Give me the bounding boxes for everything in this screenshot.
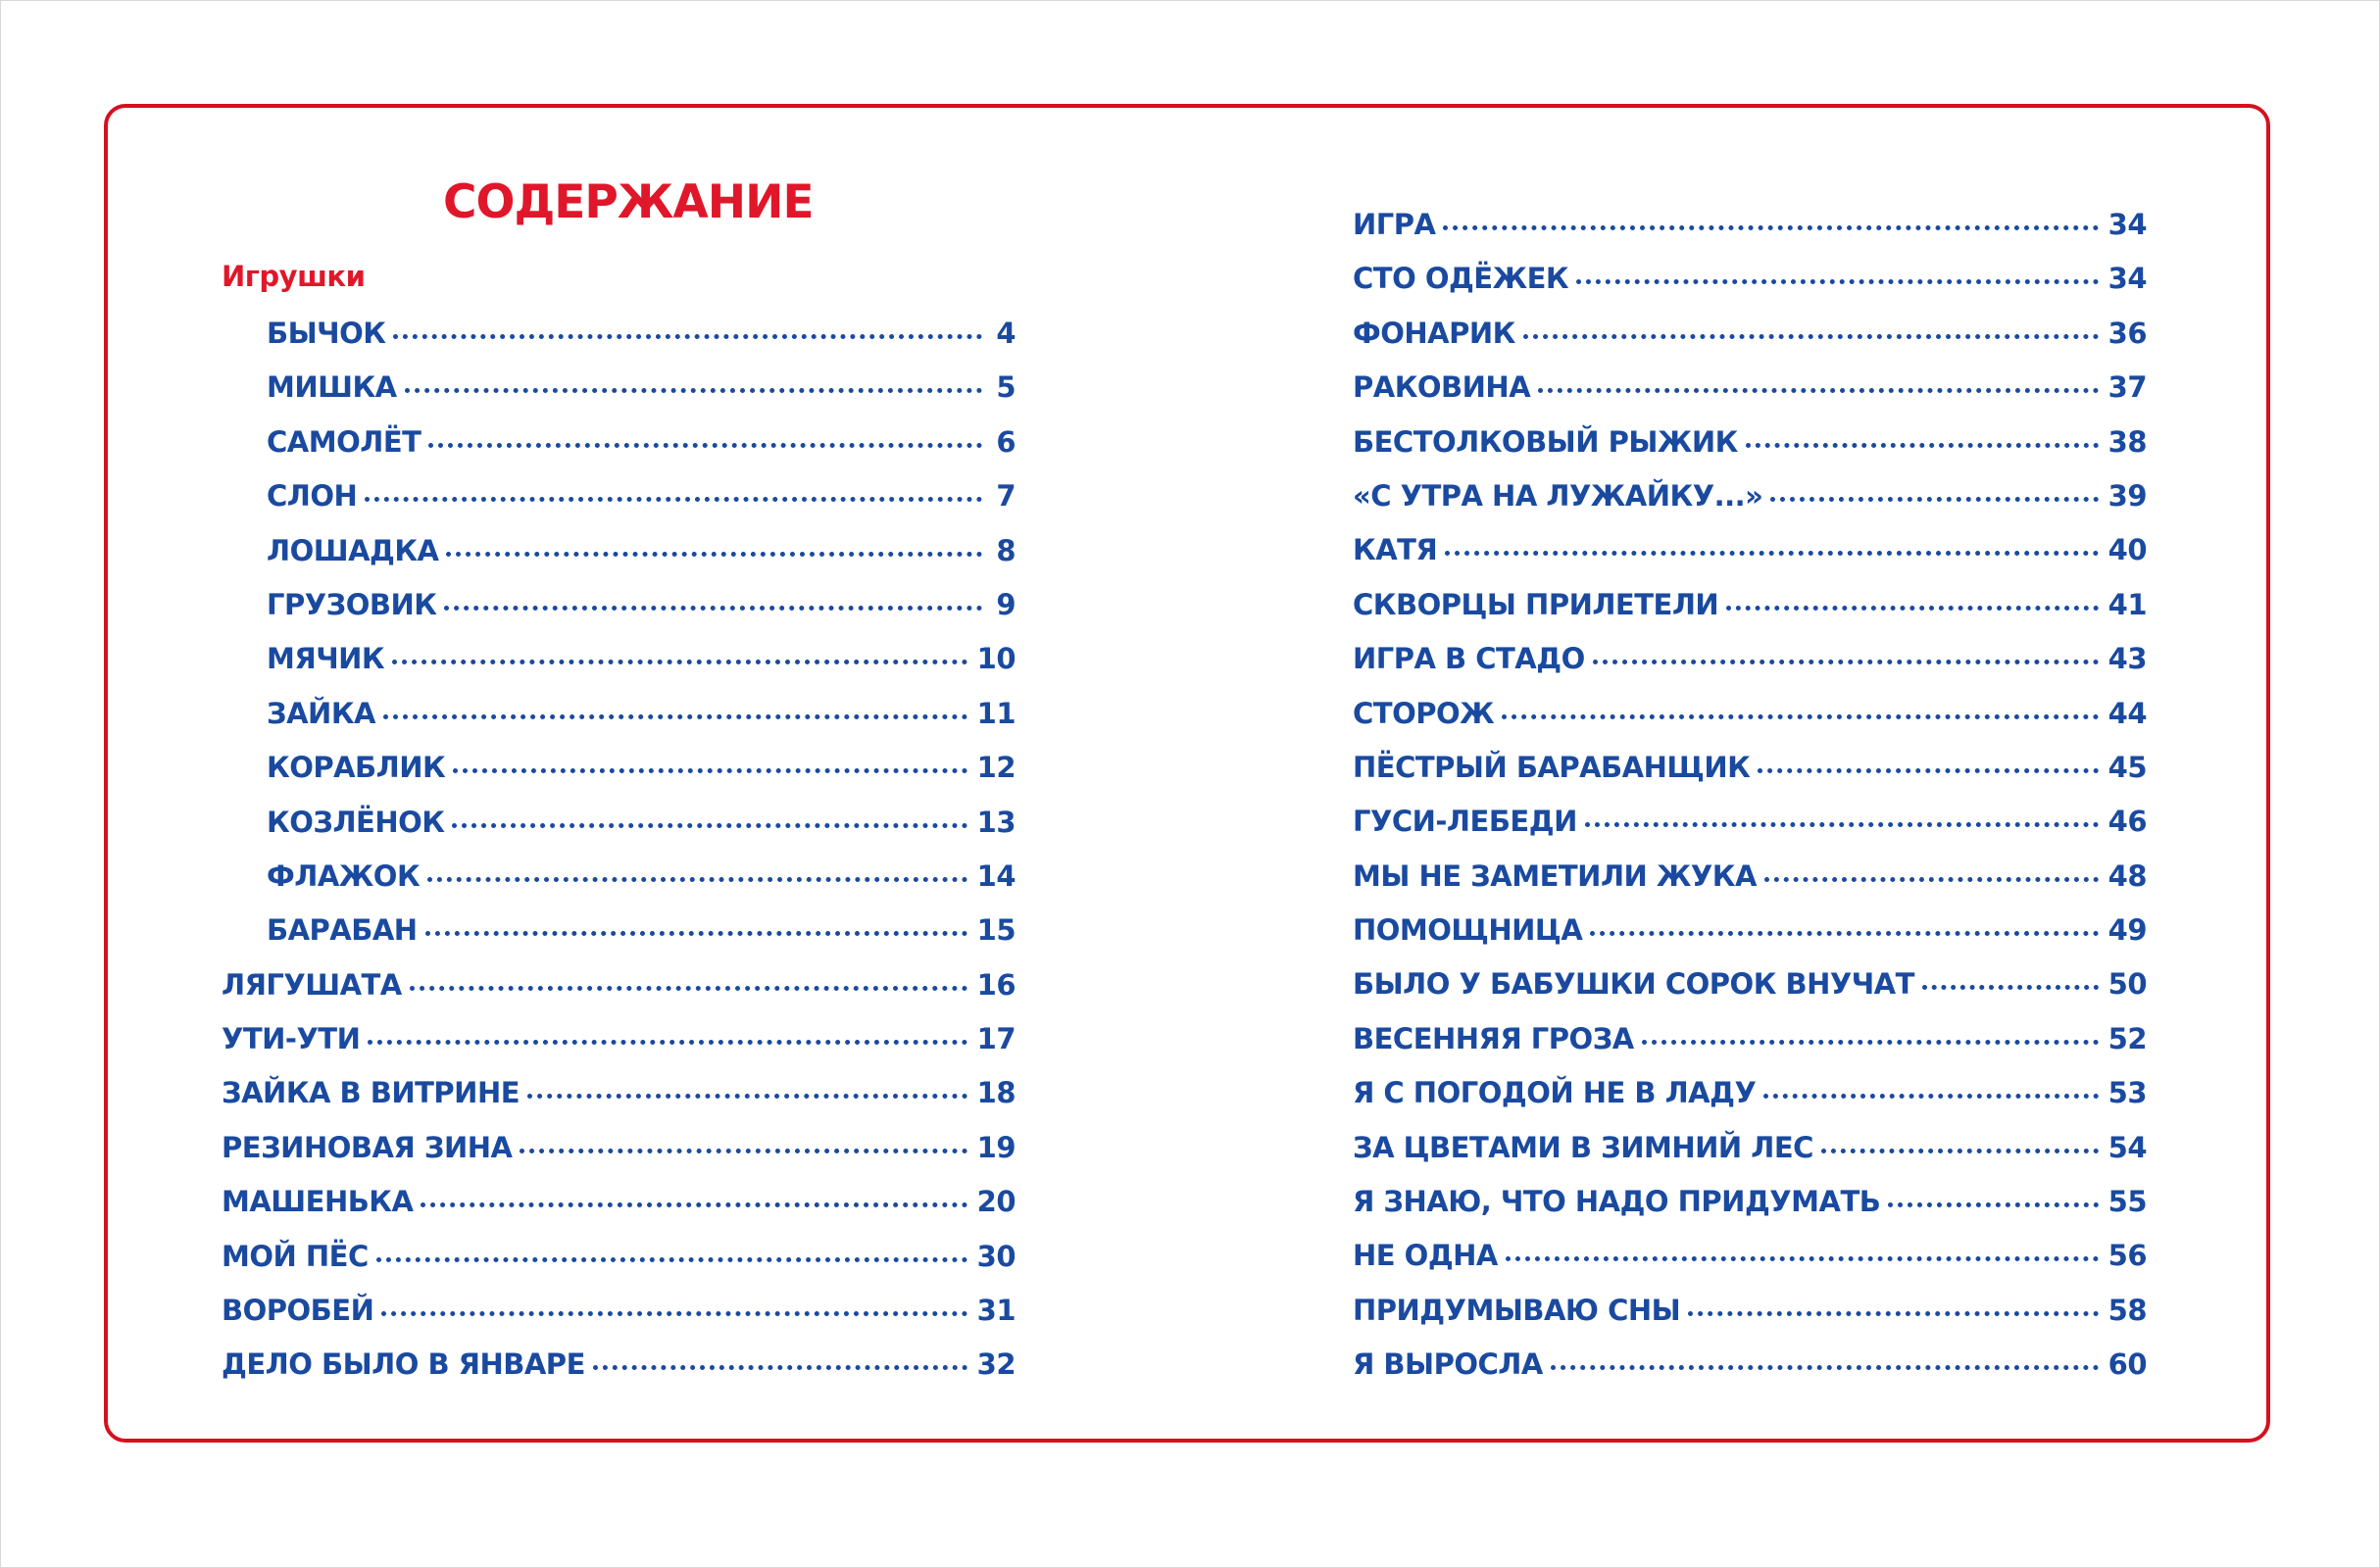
toc-entry[interactable] (222, 468, 1016, 522)
toc-page-number: 32 (976, 1348, 1016, 1382)
toc-entry-title: РАКОВИНА (1353, 370, 1531, 405)
toc-entry[interactable] (1353, 1120, 2147, 1174)
toc-page-number: 58 (2107, 1293, 2147, 1327)
dot-leader (1590, 931, 2098, 936)
dot-leader (527, 1094, 967, 1099)
page-title: СОДЕРЖАНИЕ (443, 175, 814, 229)
toc-entry-title: БЕСТОЛКОВЫЙ РЫЖИК (1353, 424, 1738, 459)
toc-entry-title: Я ВЫРОСЛА (1353, 1348, 1543, 1382)
dot-leader (1593, 660, 2099, 664)
toc-page-number: 44 (2107, 696, 2147, 730)
toc-entry-title: САМОЛЁТ (267, 424, 421, 459)
toc-entry[interactable] (1353, 631, 2147, 685)
dot-leader (1551, 1365, 2099, 1370)
toc-page-number: 14 (976, 858, 1016, 893)
toc-entry[interactable] (1353, 415, 2147, 468)
dot-leader (1445, 551, 2098, 556)
dot-leader (405, 388, 982, 393)
toc-entry[interactable] (1353, 686, 2147, 740)
toc-page-number: 10 (976, 642, 1016, 676)
toc-entry-title: СЛОН (267, 479, 358, 514)
dot-leader (1764, 877, 2099, 882)
dot-leader (453, 768, 967, 773)
dot-leader (1523, 334, 2099, 339)
toc-page-number: 60 (2107, 1348, 2147, 1382)
toc-entry[interactable] (1353, 849, 2147, 903)
toc-page-number: 49 (2107, 913, 2147, 948)
toc-entry[interactable] (1353, 956, 2147, 1010)
toc-entry[interactable] (222, 849, 1016, 903)
toc-entry-title: УТИ-УТИ (222, 1022, 361, 1056)
toc-entry[interactable] (1353, 360, 2147, 414)
toc-entry[interactable] (1353, 794, 2147, 848)
toc-entry[interactable] (222, 1229, 1016, 1283)
toc-entry[interactable] (222, 306, 1016, 360)
toc-entry[interactable] (1353, 577, 2147, 631)
dot-leader (1538, 388, 2098, 393)
toc-entry-title: ДЕЛО БЫЛО В ЯНВАРЕ (222, 1348, 585, 1382)
toc-entry[interactable] (1353, 903, 2147, 956)
toc-page-number: 19 (976, 1130, 1016, 1164)
dot-leader (593, 1365, 967, 1370)
toc-entry-title: «С УТРА НА ЛУЖАЙКУ...» (1353, 478, 1763, 513)
toc-page-number: 54 (2107, 1130, 2147, 1164)
dot-leader (446, 552, 982, 557)
toc-entry-title: ЛЯГУШАТА (222, 967, 402, 1002)
toc-entry[interactable] (222, 686, 1016, 740)
toc-entry[interactable] (1353, 522, 2147, 576)
toc-entry-title: НЕ ОДНА (1353, 1239, 1498, 1273)
dot-leader (1506, 1256, 2099, 1261)
dot-leader (1443, 225, 2098, 230)
toc-entry[interactable] (1353, 1174, 2147, 1228)
toc-page-number: 43 (2107, 642, 2147, 676)
toc-page-number: 15 (976, 913, 1016, 948)
toc-page-number: 56 (2107, 1239, 2147, 1273)
toc-page-number: 17 (976, 1022, 1016, 1056)
toc-entry-title: СТОРОЖ (1353, 696, 1495, 730)
dot-leader (1922, 985, 2099, 990)
toc-entry[interactable] (222, 1337, 1016, 1391)
toc-page-number: 50 (2107, 967, 2147, 1002)
toc-entry[interactable] (1353, 1065, 2147, 1119)
toc-entry-title: КОЗЛЁНОК (267, 805, 445, 839)
toc-entry-title: ГУСИ-ЛЕБЕДИ (1353, 805, 1577, 839)
toc-entry-title: ВЕСЕННЯЯ ГРОЗА (1353, 1021, 1634, 1055)
toc-page-number: 12 (976, 751, 1016, 785)
toc-entry-title: Я С ПОГОДОЙ НЕ В ЛАДУ (1353, 1076, 1757, 1110)
toc-entry-title: ВОРОБЕЙ (222, 1294, 374, 1328)
dot-leader (421, 1202, 967, 1207)
toc-right-column (1353, 197, 2147, 1392)
toc-page-number: 39 (2107, 478, 2147, 513)
toc-entry-title: СКВОРЦЫ ПРИЛЕТЕЛИ (1353, 587, 1719, 621)
toc-page-number: 20 (976, 1185, 1016, 1219)
toc-entry[interactable] (222, 1011, 1016, 1065)
toc-page-number: 40 (2107, 533, 2147, 567)
toc-entry-title: ПОМОЩНИЦА (1353, 913, 1583, 948)
dot-leader (1688, 1311, 2098, 1316)
toc-entry-title: ПРИДУМЫВАЮ СНЫ (1353, 1293, 1681, 1327)
toc-page-number: 53 (2107, 1076, 2147, 1110)
toc-page-number: 52 (2107, 1021, 2147, 1055)
dot-leader (381, 1311, 967, 1316)
toc-entry[interactable] (1353, 1337, 2147, 1391)
dot-leader (1585, 822, 2099, 827)
dot-leader (452, 823, 967, 828)
toc-page-number: 41 (2107, 587, 2147, 621)
toc-entry[interactable] (1353, 468, 2147, 522)
dot-leader (1888, 1202, 2098, 1207)
toc-entry[interactable] (222, 1283, 1016, 1337)
toc-entry-title: ФЛАЖОК (267, 858, 421, 893)
toc-entry-title: ЗАЙКА (267, 696, 375, 730)
toc-entry[interactable] (222, 1174, 1016, 1228)
toc-entry[interactable] (222, 631, 1016, 685)
toc-entry[interactable] (222, 1065, 1016, 1119)
toc-entry-title: ПЁСТРЫЙ БАРАБАНЩИК (1353, 750, 1751, 784)
toc-entry[interactable] (222, 415, 1016, 468)
toc-entry-title: МОЙ ПЁС (222, 1239, 369, 1273)
toc-page-number: 13 (976, 805, 1016, 839)
dot-leader (393, 334, 982, 339)
dot-leader (383, 714, 967, 719)
toc-page-number: 38 (2107, 424, 2147, 459)
toc-page-number: 9 (996, 587, 1016, 621)
toc-page-number: 31 (976, 1294, 1016, 1328)
dot-leader (444, 606, 982, 611)
toc-entry[interactable] (1353, 197, 2147, 251)
toc-entry-title: Я ЗНАЮ, ЧТО НАДО ПРИДУМАТЬ (1353, 1185, 1881, 1219)
toc-entry-title: ИГРА В СТАДО (1353, 642, 1585, 676)
toc-page-number: 11 (976, 696, 1016, 730)
toc-entry-title: МЫ НЕ ЗАМЕТИЛИ ЖУКА (1353, 858, 1757, 893)
toc-entry[interactable] (222, 957, 1016, 1011)
toc-page-number: 37 (2107, 370, 2147, 405)
toc-entry-title: БЫЧОК (267, 317, 386, 350)
toc-entry-title: ЗАЙКА В ВИТРИНЕ (222, 1076, 521, 1110)
dot-leader (368, 1040, 967, 1045)
dot-leader (1642, 1040, 2099, 1045)
section-heading-toys: Игрушки (222, 260, 366, 293)
toc-entry[interactable] (222, 523, 1016, 577)
dot-leader (1758, 768, 2098, 773)
toc-entry-title: РЕЗИНОВАЯ ЗИНА (222, 1130, 513, 1164)
dot-leader (1502, 714, 2099, 719)
dot-leader (1770, 497, 2098, 502)
dot-leader (427, 877, 967, 882)
toc-entry-title: БЫЛО У БАБУШКИ СОРОК ВНУЧАТ (1353, 967, 1914, 1002)
toc-page-number: 46 (2107, 805, 2147, 839)
toc-entry-title: ЗА ЦВЕТАМИ В ЗИМНИЙ ЛЕС (1353, 1130, 1813, 1164)
dot-leader (410, 986, 967, 991)
dot-leader (1746, 443, 2099, 448)
toc-page-number: 34 (2107, 262, 2147, 296)
toc-page-number: 34 (2107, 208, 2147, 241)
toc-entry[interactable] (222, 740, 1016, 794)
toc-page-number: 7 (996, 479, 1016, 514)
toc-entry[interactable] (222, 1120, 1016, 1174)
toc-page-number: 48 (2107, 858, 2147, 893)
toc-entry-title: МИШКА (267, 370, 397, 405)
toc-entry-title: СТО ОДЁЖЕК (1353, 262, 1569, 296)
toc-entry[interactable] (222, 903, 1016, 956)
toc-entry[interactable] (222, 360, 1016, 414)
toc-page-number: 8 (996, 533, 1016, 567)
dot-leader (425, 931, 967, 936)
dot-leader (376, 1257, 967, 1262)
toc-entry[interactable] (1353, 1228, 2147, 1282)
toc-entry[interactable] (222, 795, 1016, 849)
dot-leader (428, 443, 982, 448)
dot-leader (365, 497, 982, 502)
toc-entry-title: ФОНАРИК (1353, 316, 1515, 350)
toc-entry-title: ГРУЗОВИК (267, 587, 437, 621)
toc-entry-title: МАШЕНЬКА (222, 1185, 414, 1219)
toc-page-number: 36 (2107, 316, 2147, 350)
toc-page-number: 5 (996, 370, 1016, 405)
toc-entry-title: КАТЯ (1353, 533, 1438, 567)
dot-leader (520, 1149, 967, 1153)
toc-entry[interactable] (1353, 1283, 2147, 1337)
toc-entry[interactable] (1353, 1011, 2147, 1065)
toc-page-number: 18 (976, 1076, 1016, 1110)
toc-entry-title: МЯЧИК (267, 642, 385, 676)
toc-page-number: 6 (996, 424, 1016, 459)
toc-entry[interactable] (1353, 251, 2147, 305)
dot-leader (1821, 1149, 2099, 1153)
toc-entry[interactable] (1353, 740, 2147, 794)
toc-entry-title: КОРАБЛИК (267, 751, 446, 785)
toc-entry[interactable] (222, 577, 1016, 631)
toc-page-number: 55 (2107, 1185, 2147, 1219)
dot-leader (1763, 1094, 2098, 1099)
toc-page-number: 4 (996, 317, 1016, 350)
toc-page-number: 16 (976, 967, 1016, 1002)
toc-entry-title: БАРАБАН (267, 913, 418, 948)
dot-leader (1726, 606, 2098, 611)
toc-page-number: 30 (976, 1239, 1016, 1273)
toc-page-number: 45 (2107, 750, 2147, 784)
dot-leader (392, 660, 967, 664)
dot-leader (1576, 279, 2099, 284)
toc-entry[interactable] (1353, 306, 2147, 360)
toc-entry-title: ИГРА (1353, 208, 1436, 241)
toc-left-column (222, 306, 1016, 1392)
toc-entry-title: ЛОШАДКА (267, 533, 439, 567)
